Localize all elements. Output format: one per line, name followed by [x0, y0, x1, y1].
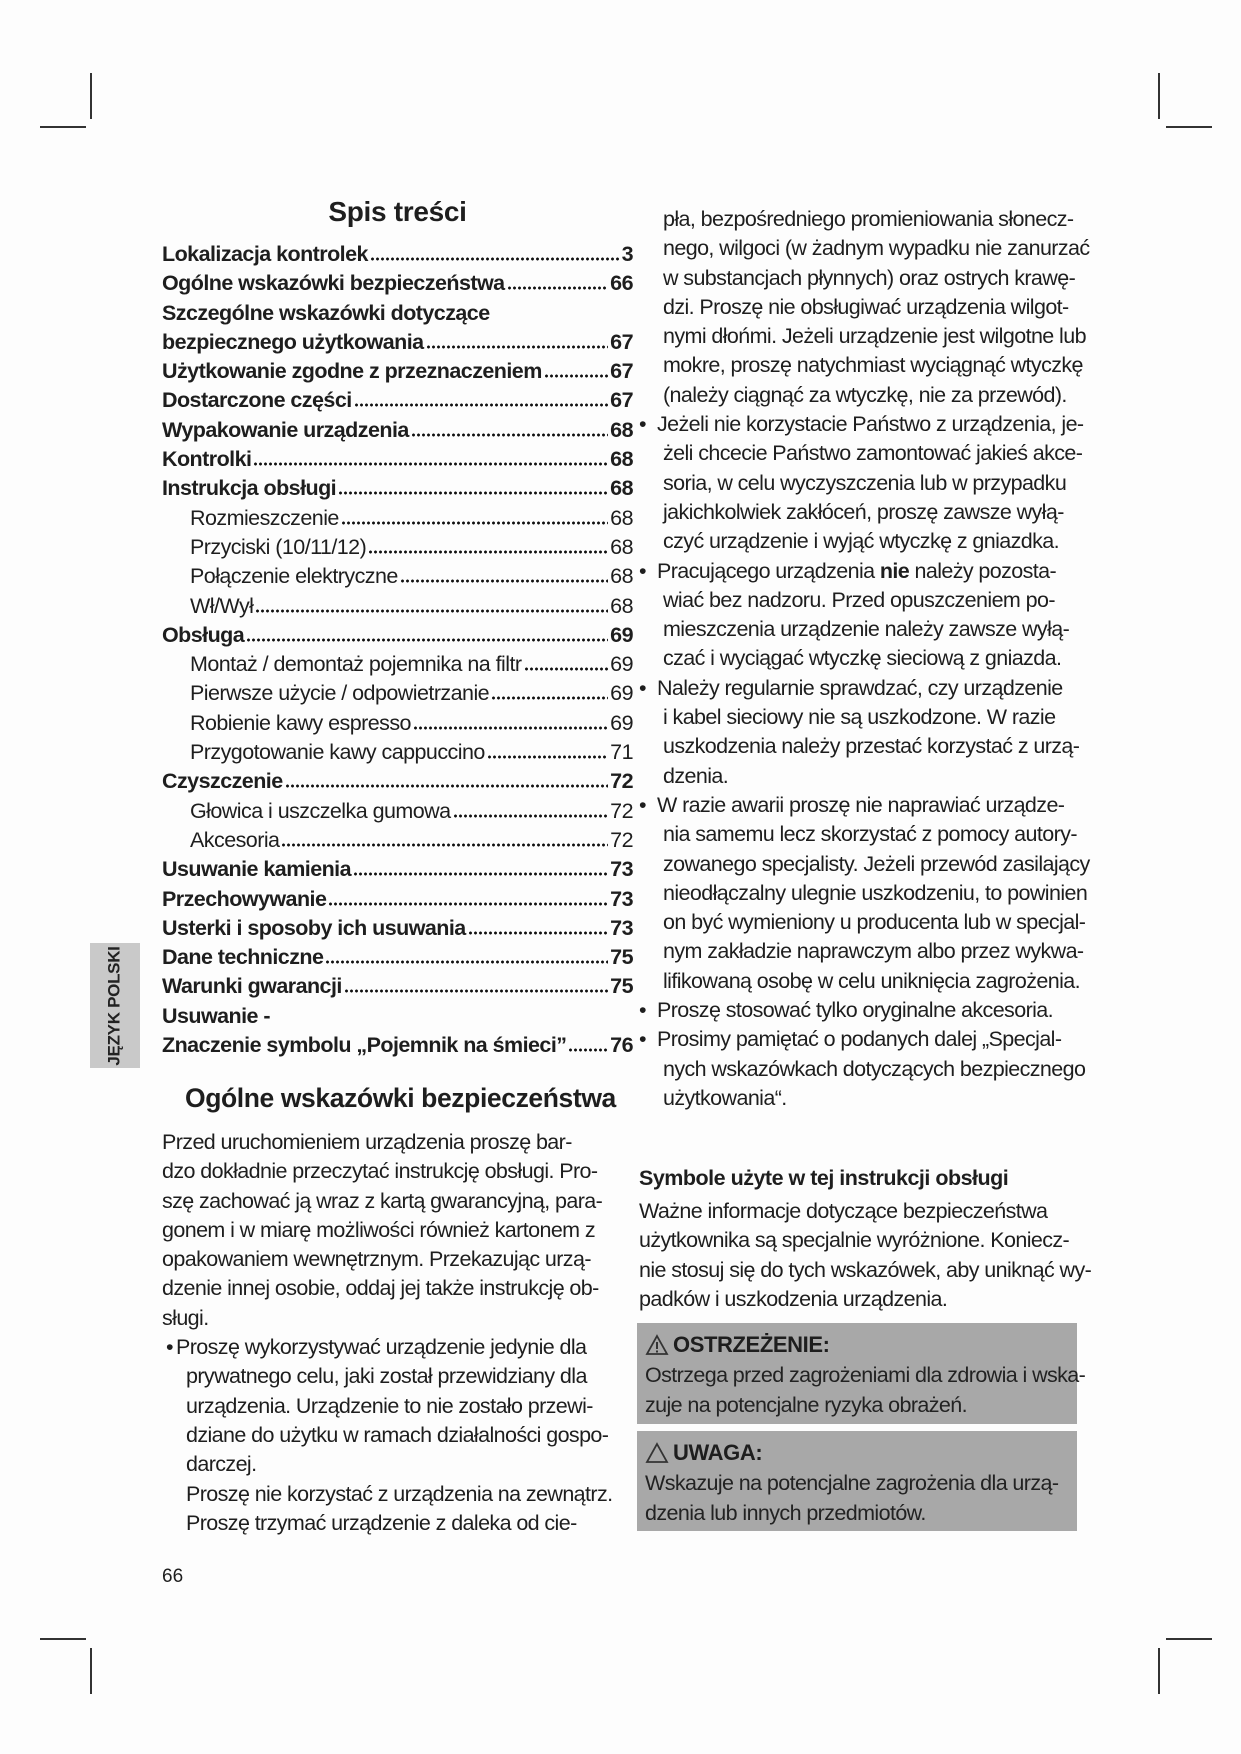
- text-line: [639, 996, 1113, 1025]
- language-label: JĘZYK POLSKI: [105, 945, 125, 1066]
- toc-entry-page: 72: [610, 769, 633, 794]
- text-line: [639, 674, 1113, 703]
- toc-entry[interactable]: [162, 357, 633, 386]
- bullet-icon: •: [639, 1027, 646, 1052]
- text-line: [663, 703, 1113, 732]
- toc-entry-title: Akcesoria: [190, 827, 280, 852]
- dot-leader: [281, 843, 608, 847]
- text-line-content: Proszę nie korzystać z urządzenia na zewnątrz.: [186, 1481, 613, 1506]
- dot-leader: [400, 579, 608, 583]
- dot-leader: [426, 345, 609, 349]
- text-line: nie stosuj się do tych wskazówek, aby uniknąć wy-: [639, 1257, 1092, 1282]
- toc-entry-page: 68: [610, 534, 633, 559]
- dot-leader: [370, 257, 620, 261]
- warning-text: zuje na potencjalne ryzyka obrażeń.: [645, 1392, 968, 1417]
- text-line-content: jakichkolwiek zakłóceń, proszę zawsze wyłą-: [663, 499, 1064, 524]
- toc-entry-title: Połączenie elektryczne: [190, 564, 398, 589]
- text-line: [663, 1055, 1113, 1084]
- text-line: [663, 351, 1113, 380]
- text-line-content: Prosimy pamiętać o podanych dalej „Specjal-: [657, 1027, 1062, 1052]
- toc-entry-page: 66: [610, 271, 633, 296]
- toc-entry-page: 3: [621, 242, 633, 266]
- bullet-icon: •: [166, 1335, 173, 1360]
- crop-mark: [40, 126, 86, 128]
- dot-leader: [325, 960, 608, 964]
- toc-entry[interactable]: [162, 885, 633, 914]
- text-line-content: Pracującego urządzenia: [657, 558, 880, 583]
- bullet-icon: •: [639, 792, 646, 817]
- text-line: [663, 205, 1113, 234]
- text-line: [663, 908, 1113, 937]
- text-line: [663, 498, 1113, 527]
- bullet-icon: •: [639, 675, 646, 700]
- dot-leader: [341, 521, 608, 525]
- text-line-content: dziane do użytku w ramach działalności gospo-: [186, 1422, 609, 1447]
- text-line-content: Proszę stosować tylko oryginalne akcesoria.: [657, 998, 1054, 1023]
- text-line: [663, 820, 1113, 849]
- text-line: [639, 1025, 1113, 1054]
- text-line: padków i uszkodzenia urządzenia.: [639, 1286, 948, 1311]
- warning-triangle-exclamation-icon: [645, 1334, 669, 1356]
- dot-leader: [487, 755, 608, 759]
- text-line-content: opakowaniem wewnętrznym. Przekazując urzą-: [162, 1247, 591, 1272]
- dot-leader: [246, 638, 608, 642]
- text-line: [639, 791, 1113, 820]
- text-line-content: dzenie innej osobie, oddaj jej także instrukcję ob-: [162, 1276, 599, 1301]
- crop-mark: [90, 73, 92, 119]
- text-line: [639, 410, 1113, 439]
- text-line-content: Jeżeli nie korzystacie Państwo z urządzenia, je-: [657, 412, 1084, 437]
- toc-entry[interactable]: [162, 767, 633, 796]
- toc-entry-page: 68: [610, 476, 633, 501]
- caution-text: dzenia lub innych przedmiotów.: [645, 1500, 926, 1525]
- caution-text: Wskazuje na potencjalne zagrożenia dla urzą-: [645, 1471, 1059, 1495]
- toc-entry-title: Montaż / demontaż pojemnika na filtr: [190, 652, 522, 677]
- text-line: [663, 586, 1113, 615]
- text-line: [162, 1333, 632, 1362]
- text-line: [162, 1450, 632, 1479]
- toc-entry-title: Szczególne wskazówki dotyczące: [162, 300, 490, 325]
- text-line: [663, 732, 1113, 761]
- dot-leader: [413, 726, 608, 730]
- text-line: [663, 293, 1113, 322]
- text-line: użytkownika są specjalnie wyróżnione. Koniecz-: [639, 1228, 1070, 1253]
- language-side-tab: [90, 943, 140, 1068]
- text-line: [162, 1362, 632, 1391]
- safety-heading: Ogólne wskazówki bezpieczeństwa: [185, 1083, 616, 1113]
- toc-entry-title: Dane techniczne: [162, 945, 324, 970]
- toc-entry[interactable]: [162, 562, 633, 591]
- toc-entry-title: Przechowywanie: [162, 886, 327, 911]
- toc-entry[interactable]: [162, 679, 633, 708]
- crop-mark: [40, 1638, 86, 1640]
- crop-mark: [1158, 73, 1160, 119]
- toc-entry-title: bezpiecznego użytkowania: [162, 329, 424, 354]
- text-line-content: wiać bez nadzoru. Przed opuszczeniem po-: [663, 587, 1055, 612]
- text-line-content: darczej.: [186, 1452, 257, 1477]
- toc-entry[interactable]: [162, 474, 633, 503]
- text-line-content: soria, w celu wyczyszczenia lub w przypadku: [663, 470, 1067, 495]
- toc-entry-page: 68: [610, 593, 633, 618]
- text-line: [639, 557, 1113, 586]
- toc-entry[interactable]: [162, 709, 633, 738]
- page-number: 66: [162, 1566, 184, 1587]
- dot-leader: [255, 609, 608, 613]
- toc-entry-page: 68: [610, 564, 633, 589]
- toc-entry[interactable]: [162, 621, 633, 650]
- text-line: [663, 1084, 1113, 1113]
- toc-entry-page: 72: [610, 798, 633, 823]
- text-line: [663, 234, 1113, 263]
- warning-title: OSTRZEŻENIE:: [673, 1332, 830, 1357]
- toc-entry-page: 67: [610, 359, 633, 384]
- emphasis: nie: [879, 558, 910, 583]
- text-line-content: Proszę wykorzystywać urządzenie jedynie dla: [176, 1335, 587, 1360]
- text-line-content: uszkodzenia należy przestać korzystać z urzą-: [663, 734, 1080, 759]
- safety-text-left: [162, 1128, 632, 1538]
- text-line: [663, 762, 1113, 791]
- toc-entry-page: 69: [610, 652, 633, 677]
- text-line-content: on być wymieniony u producenta lub w specjal-: [663, 910, 1086, 935]
- text-line: [162, 1392, 632, 1421]
- dot-leader: [507, 286, 609, 290]
- toc-entry[interactable]: [162, 445, 633, 474]
- toc-entry-page: 71: [610, 740, 633, 765]
- toc-entry-title: Dostarczone części: [162, 388, 352, 413]
- text-line: [663, 937, 1113, 966]
- warning-text: Ostrzega przed zagrożeniami dla zdrowia i wska-: [645, 1363, 1086, 1387]
- toc-entry-title: Kontrolki: [162, 447, 252, 472]
- toc-entry-page: 68: [610, 447, 633, 472]
- text-line-content: Proszę trzymać urządzenie z daleka od cie-: [186, 1510, 577, 1535]
- toc-entry-title: Przyciski (10/11/12): [190, 534, 367, 559]
- text-line: [162, 1157, 632, 1186]
- toc-entry[interactable]: [162, 1002, 633, 1031]
- text-line: [162, 1245, 632, 1274]
- toc-entry[interactable]: [162, 914, 633, 943]
- dot-leader: [453, 814, 609, 818]
- text-line: [663, 527, 1113, 556]
- dot-leader: [568, 1048, 608, 1052]
- dot-leader: [353, 872, 608, 876]
- toc-entry-page: 72: [610, 827, 633, 852]
- text-line-content: Należy regularnie sprawdzać, czy urządzenie: [657, 675, 1063, 700]
- toc-entry-title: Pierwsze użycie / odpowietrzanie: [190, 681, 490, 706]
- table-of-contents: [162, 240, 633, 1060]
- dot-leader: [253, 462, 608, 466]
- crop-mark: [1158, 1648, 1160, 1694]
- toc-entry-page: 67: [610, 329, 633, 354]
- text-line-content: lifikowaną osobę w celu uniknięcia zagrożenia.: [663, 968, 1080, 993]
- toc-entry-page: 75: [610, 974, 633, 999]
- toc-entry-title: Usterki i sposoby ich usuwania: [162, 915, 466, 940]
- text-line: [663, 850, 1113, 879]
- toc-entry-title: Ogólne wskazówki bezpieczeństwa: [162, 271, 505, 296]
- toc-entry-page: 73: [610, 886, 633, 911]
- text-line-content: nymi dłońmi. Jeżeli urządzenie jest wilgotne lub: [663, 324, 1086, 349]
- text-line: [663, 644, 1113, 673]
- text-line-content: w substancjach płynnych) oraz ostrych krawę-: [663, 265, 1076, 290]
- text-line-content: W razie awarii proszę nie naprawiać urządze-: [657, 792, 1065, 817]
- text-line-content: użytkowania“.: [663, 1085, 787, 1110]
- toc-entry-page: 75: [610, 945, 633, 970]
- dot-leader: [328, 902, 608, 906]
- text-line-content: dzi. Proszę nie obsługiwać urządzenia wilgot-: [663, 294, 1069, 319]
- toc-entry-page: 69: [610, 710, 633, 735]
- text-line-content: nia samemu lecz skorzystać z pomocy autory-: [663, 822, 1077, 847]
- bullet-icon: •: [639, 412, 646, 437]
- text-line: [663, 879, 1113, 908]
- text-line-content: dzenia.: [663, 763, 729, 788]
- text-line-content: szę zachować ją wraz z kartą gwarancyjną, para-: [162, 1188, 603, 1213]
- symbols-heading: Symbole użyte w tej instrukcji obsługi: [639, 1166, 1009, 1190]
- text-line-content: sługi.: [162, 1305, 209, 1330]
- toc-entry[interactable]: [162, 855, 633, 884]
- toc-title: Spis treści: [328, 196, 467, 227]
- text-line-content: nego, wilgoci (w żadnym wypadku nie zanurzać: [663, 236, 1090, 261]
- toc-entry[interactable]: [162, 328, 633, 357]
- dot-leader: [524, 667, 609, 671]
- dot-leader: [468, 931, 608, 935]
- caution-box: [637, 1431, 1077, 1531]
- toc-entry[interactable]: [162, 943, 633, 972]
- toc-entry-title: Wypakowanie urządzenia: [162, 417, 409, 442]
- text-line-content: mieszczenia urządzenie należy zawsze wyłą-: [663, 617, 1070, 642]
- text-line: [663, 381, 1113, 410]
- crop-mark: [1166, 126, 1212, 128]
- toc-entry-title: Warunki gwarancji: [162, 974, 342, 999]
- text-line-content: zowanego specjalisty. Jeżeli przewód zasilający: [663, 851, 1090, 876]
- toc-entry-page: 69: [610, 622, 633, 647]
- text-line: [663, 967, 1113, 996]
- bullet-icon: •: [639, 998, 646, 1023]
- toc-entry[interactable]: [162, 972, 633, 1001]
- text-line-content: pła, bezpośredniego promieniowania słonecz-: [663, 207, 1074, 231]
- text-line: [663, 264, 1113, 293]
- toc-entry[interactable]: [162, 299, 633, 328]
- bullet-icon: •: [639, 558, 646, 583]
- caution-triangle-icon: [645, 1442, 669, 1464]
- text-line: [663, 469, 1113, 498]
- toc-entry-page: 73: [610, 915, 633, 940]
- warning-box: [637, 1323, 1086, 1424]
- toc-entry[interactable]: [162, 738, 633, 767]
- toc-entry-title: Lokalizacja kontrolek: [162, 242, 368, 266]
- toc-entry-page: 68: [610, 417, 633, 442]
- toc-entry-title: Rozmieszczenie: [190, 505, 339, 530]
- toc-entry-title: Usuwanie kamienia: [162, 857, 352, 882]
- text-line-content: żeli chcecie Państwo zamontować jakieś akce-: [663, 441, 1083, 466]
- toc-entry-page: 67: [610, 388, 633, 413]
- toc-entry[interactable]: [162, 386, 633, 415]
- symbols-intro: [639, 1197, 1091, 1314]
- text-line: [663, 322, 1113, 351]
- dot-leader: [544, 374, 608, 378]
- toc-entry[interactable]: [162, 504, 633, 533]
- text-line-content: czać i wyciągać wtyczkę sieciową z gniazda.: [663, 646, 1062, 671]
- text-line-content: prywatnego celu, jaki został przewidziany dla: [186, 1364, 587, 1389]
- text-line-content: Przed uruchomieniem urządzenia proszę bar-: [162, 1130, 572, 1154]
- text-line-content: czyć urządzenie i wyjąć wtyczkę z gniazdka.: [663, 529, 1060, 554]
- crop-mark: [1166, 1638, 1212, 1640]
- toc-entry-title: Obsługa: [162, 622, 245, 647]
- toc-entry[interactable]: [162, 826, 633, 855]
- text-line-content: gonem i w miarę możliwości również kartonem z: [162, 1217, 596, 1242]
- dot-leader: [344, 989, 608, 993]
- toc-entry[interactable]: [162, 533, 633, 562]
- text-line-content: nieodłączalny ulegnie uszkodzeniu, to powinien: [663, 880, 1088, 905]
- dot-leader: [491, 696, 608, 700]
- toc-entry[interactable]: [162, 650, 633, 679]
- text-line-content: urządzenia. Urządzenie to nie zostało przewi-: [186, 1393, 593, 1418]
- caution-title: UWAGA:: [673, 1440, 763, 1465]
- toc-entry-page: 76: [610, 1033, 633, 1058]
- text-line: [162, 1187, 632, 1216]
- toc-entry-page: 68: [610, 505, 633, 530]
- text-line-content: nych wskazówkach dotyczących bezpiecznego: [663, 1056, 1086, 1081]
- text-line: [663, 615, 1113, 644]
- toc-entry-page: 69: [610, 681, 633, 706]
- toc-entry[interactable]: [162, 269, 633, 298]
- toc-entry[interactable]: [162, 592, 633, 621]
- dot-leader: [368, 550, 608, 554]
- crop-mark: [90, 1648, 92, 1694]
- safety-text-right: [639, 205, 1113, 1113]
- dot-leader: [338, 491, 608, 495]
- toc-entry[interactable]: [162, 240, 633, 269]
- text-line-content: i kabel sieciowy nie są uszkodzone. W razie: [663, 705, 1056, 730]
- text-line: [162, 1274, 632, 1303]
- toc-entry[interactable]: [162, 416, 633, 445]
- dot-leader: [411, 433, 608, 437]
- toc-entry-title: Instrukcja obsługi: [162, 476, 337, 501]
- toc-entry-title: Przygotowanie kawy cappuccino: [190, 740, 485, 765]
- text-line: [162, 1216, 632, 1245]
- toc-entry-title: Robienie kawy espresso: [190, 710, 411, 735]
- toc-entry-title: Usuwanie -: [162, 1003, 270, 1028]
- toc-entry-title: Głowica i uszczelka gumowa: [190, 798, 451, 823]
- toc-entry[interactable]: [162, 1031, 633, 1060]
- text-line-content: (należy ciągnąć za wtyczkę, nie za przewód).: [663, 382, 1067, 407]
- toc-entry-title: Użytkowanie zgodne z przeznaczeniem: [162, 359, 542, 384]
- dot-leader: [354, 403, 609, 407]
- text-line: [162, 1480, 632, 1509]
- toc-entry-page: 73: [610, 857, 633, 882]
- toc-entry[interactable]: [162, 797, 633, 826]
- text-line-content: nym zakładzie naprawczym albo przez wykwa-: [663, 939, 1084, 964]
- toc-entry-title: Wł/Wył: [190, 593, 254, 618]
- text-line: [663, 439, 1113, 468]
- text-line-content: należy pozosta-: [909, 558, 1057, 583]
- text-line-content: mokre, proszę natychmiast wyciągnąć wtyczkę: [663, 353, 1083, 378]
- text-line: [162, 1509, 632, 1538]
- text-line: Ważne informacje dotyczące bezpieczeństwa: [639, 1199, 1048, 1223]
- text-line: [162, 1421, 632, 1450]
- text-line: [162, 1128, 632, 1157]
- dot-leader: [285, 784, 609, 788]
- toc-entry-title: Czyszczenie: [162, 769, 283, 794]
- text-line-content: dzo dokładnie przeczytać instrukcję obsługi. Pro-: [162, 1159, 598, 1184]
- toc-entry-title: Znaczenie symbolu „Pojemnik na śmieci”: [162, 1033, 567, 1058]
- text-line: [162, 1304, 632, 1333]
